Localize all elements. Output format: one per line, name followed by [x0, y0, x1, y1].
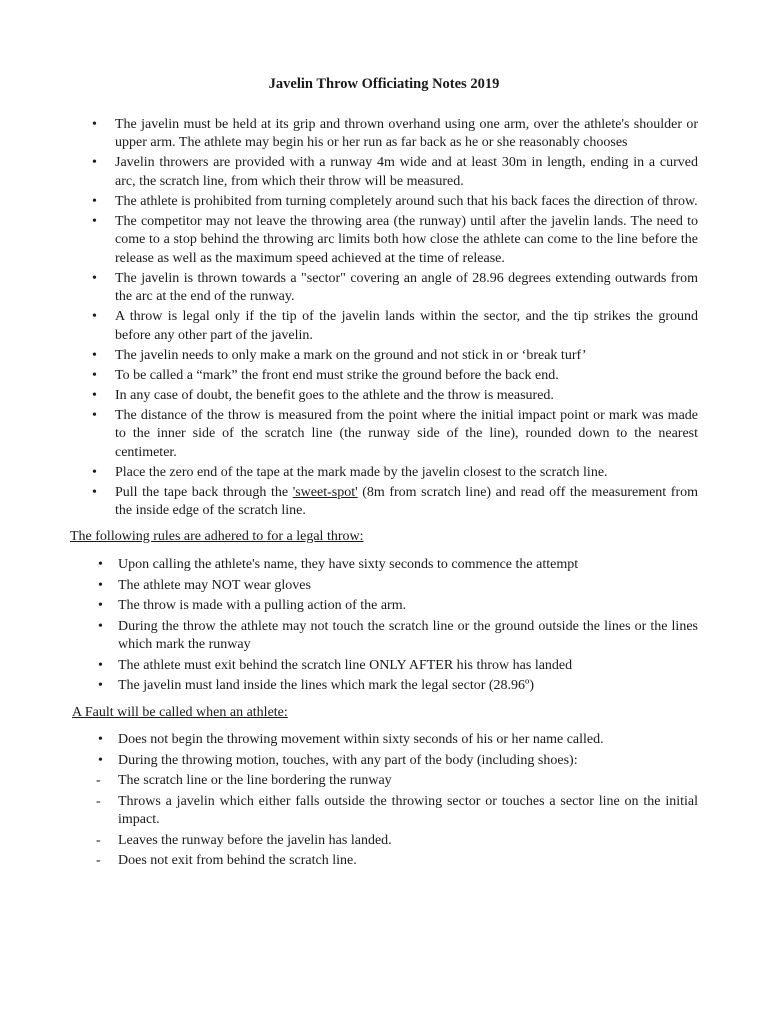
note-item: • A throw is legal only if the tip of the javelin lands within the sector, and the tip strikes the ground before any other part of the javelin.	[70, 308, 698, 345]
legal-rule-item: • The athlete may NOT wear gloves	[70, 577, 698, 596]
note-item: • Place the zero end of the tape at the mark made by the javelin closest to the scratch line.	[70, 464, 698, 483]
note-item: • The javelin must be held at its grip and thrown overhand using one arm, over the athlete's shoulder or upper arm. The athlete may begin his or her run as far back as he or she reasonably chooses	[70, 116, 698, 153]
note-item: • The competitor may not leave the throwing area (the runway) until after the javelin lands. The need to come to a stop behind the throwing arc limits both how close the athlete can come to the line before the release as well as the maximum speed achieved at the time of release.	[70, 213, 698, 269]
fault-subitem: - Leaves the runway before the javelin has landed.	[70, 832, 698, 851]
fault-subitem: - Throws a javelin which either falls outside the throwing sector or touches a sector line on the initial impact.	[70, 793, 698, 830]
note-item: • To be called a “mark” the front end must strike the ground before the back end.	[70, 367, 698, 386]
note-item: • The javelin needs to only make a mark on the ground and not stick in or ‘break turf’	[70, 347, 698, 366]
legal-throw-heading: The following rules are adhered to for a legal throw:	[70, 528, 364, 544]
note-item-tape	[70, 484, 698, 521]
sweet-spot-term: 'sweet-spot'	[292, 484, 358, 500]
fault-subitem: - The scratch line or the line bordering the runway	[70, 772, 698, 791]
note-item: • The athlete is prohibited from turning completely around such that his back faces the direction of throw.	[70, 193, 698, 212]
legal-rule-item: • The javelin must land inside the lines which mark the legal sector (28.96º)	[70, 677, 698, 696]
page-title: Javelin Throw Officiating Notes 2019	[268, 76, 500, 92]
fault-item: • During the throwing motion, touches, with any part of the body (including shoes):	[70, 752, 698, 771]
fault-item: • Does not begin the throwing movement within sixty seconds of his or her name called.	[70, 731, 698, 750]
fault-bullets-list	[70, 731, 698, 770]
tape-note-after: (8m from scratch line) and read off the measurement from the inside edge of the scratch line.	[115, 484, 699, 518]
fault-dash-list	[70, 772, 698, 871]
legal-throw-rules-list	[70, 556, 698, 696]
officiating-notes-list	[70, 116, 698, 521]
legal-rule-item: • The throw is made with a pulling action of the arm.	[70, 597, 698, 616]
note-item: • Javelin throwers are provided with a runway 4m wide and at least 30m in length, ending in a curved arc, the scratch line, from which their throw will be measured.	[70, 154, 698, 191]
note-item: • In any case of doubt, the benefit goes to the athlete and the throw is measured.	[70, 387, 698, 406]
legal-rule-item: • During the throw the athlete may not touch the scratch line or the ground outside the lines or the lines which mark the runway	[70, 618, 698, 655]
fault-subitem: - Does not exit from behind the scratch line.	[70, 852, 698, 871]
legal-rule-item: • Upon calling the athlete's name, they have sixty seconds to commence the attempt	[70, 556, 698, 575]
fault-heading: A Fault will be called when an athlete:	[72, 704, 288, 720]
tape-note-before: Pull the tape back through the	[115, 484, 293, 500]
legal-rule-item: • The athlete must exit behind the scratch line ONLY AFTER his throw has landed	[70, 657, 698, 676]
note-item: • The javelin is thrown towards a "sector" covering an angle of 28.96 degrees extending outwards from the arc at the end of the runway.	[70, 270, 698, 307]
note-item: • The distance of the throw is measured from the point where the initial impact point or mark was made to the inner side of the scratch line (the runway side of the line), rounded down to the nearest centimeter.	[70, 407, 698, 463]
